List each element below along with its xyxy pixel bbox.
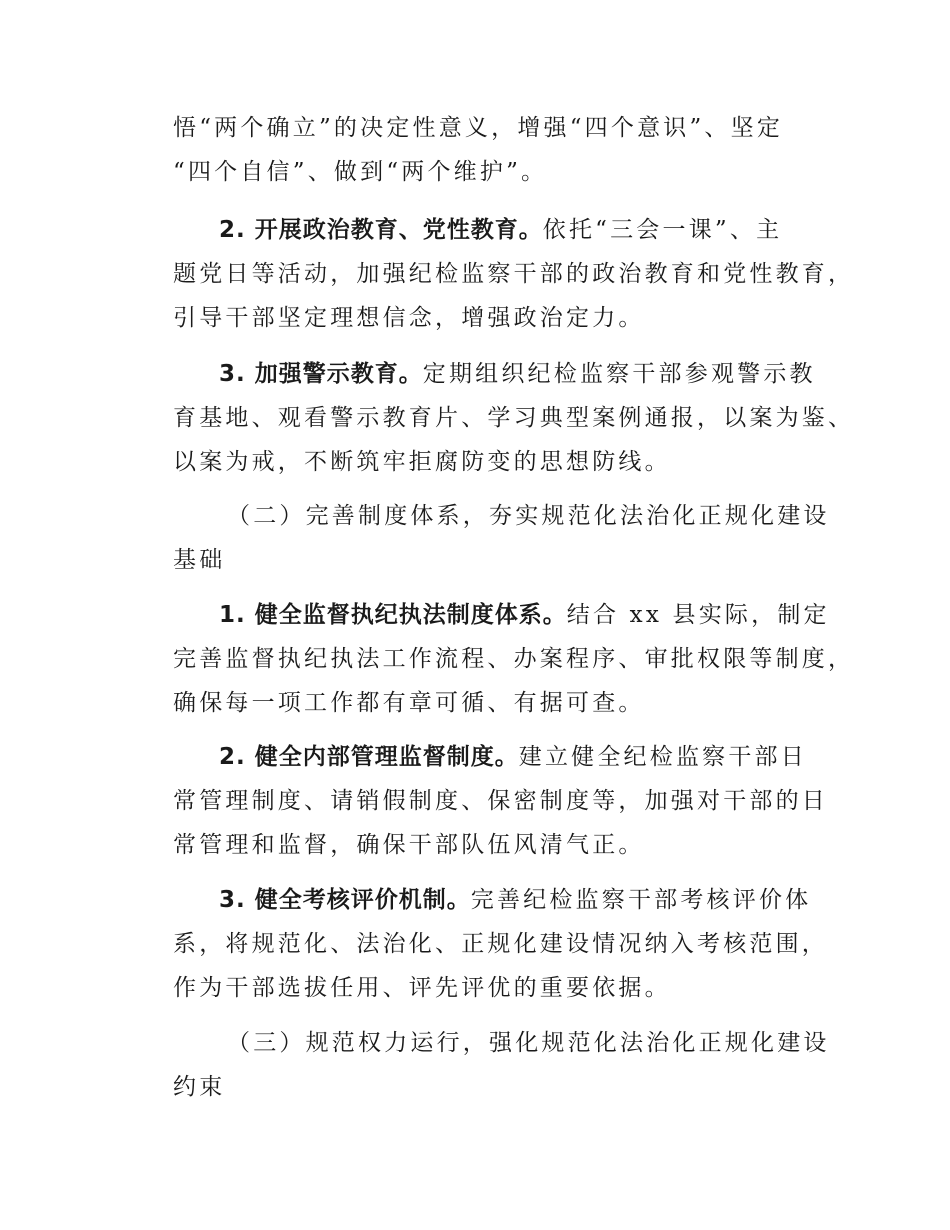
item-text: 建立健全纪检监察干部日 bbox=[518, 744, 807, 770]
text-line bbox=[173, 735, 813, 779]
text-line: 基础 bbox=[173, 547, 226, 573]
item-heading: 2. 健全内部管理监督制度。 bbox=[219, 744, 519, 770]
text-line: 系，将规范化、法治化、正规化建设情况纳入考核范围， bbox=[173, 931, 828, 957]
item-heading: 3. 加强警示教育。 bbox=[219, 361, 423, 387]
paragraph-political-education bbox=[173, 208, 855, 340]
text-line: 确保每一项工作都有章可循、有据可查。 bbox=[173, 690, 645, 716]
paragraph-supervision-system bbox=[173, 593, 855, 725]
text-line: 引导干部坚定理想信念，增强政治定力。 bbox=[173, 305, 645, 331]
text-line bbox=[173, 352, 816, 396]
item-text: 依托“三会一课”、主 bbox=[542, 217, 783, 243]
text-line: 以案为戒，不断筑牢拒腐防变的思想防线。 bbox=[173, 449, 671, 475]
text-line: 常管理和监督，确保干部队伍风清气正。 bbox=[173, 832, 645, 858]
section-heading-3 bbox=[173, 1021, 830, 1109]
text-line: （二）完善制度体系，夯实规范化法治化正规化建设 bbox=[227, 503, 830, 529]
text-line: 作为干部选拔任用、评先评优的重要依据。 bbox=[173, 975, 671, 1001]
item-heading: 1. 健全监督执纪执法制度体系。 bbox=[219, 602, 567, 628]
text-line: 悟“两个确立”的决定性意义，增强“四个意识”、坚定 bbox=[173, 115, 784, 141]
text-line: 育基地、观看警示教育片、学习典型案例通报，以案为鉴、 bbox=[173, 405, 855, 431]
text-line bbox=[173, 593, 830, 637]
text-line: 完善监督执纪执法工作流程、办案程序、审批权限等制度， bbox=[173, 646, 855, 672]
paragraph-intro bbox=[173, 106, 813, 194]
paragraph-evaluation bbox=[173, 878, 828, 1010]
text-line: “四个自信”、做到“两个维护”。 bbox=[173, 159, 548, 185]
text-line: 常管理制度、请销假制度、保密制度等，加强对干部的日 bbox=[173, 788, 828, 814]
item-heading: 3. 健全考核评价机制。 bbox=[219, 887, 471, 913]
text-line bbox=[173, 208, 813, 252]
text-line: 题党日等活动，加强纪检监察干部的政治教育和党性教育， bbox=[173, 261, 855, 287]
paragraph-warning-education bbox=[173, 352, 855, 484]
text-line bbox=[173, 878, 813, 922]
text-line: 约束 bbox=[173, 1074, 226, 1100]
section-heading-2 bbox=[173, 494, 830, 582]
item-heading: 2. 开展政治教育、党性教育。 bbox=[219, 217, 543, 243]
item-text: 结合 xx 县实际，制定 bbox=[566, 602, 830, 628]
text-line: （三）规范权力运行，强化规范化法治化正规化建设 bbox=[227, 1030, 830, 1056]
paragraph-internal-management bbox=[173, 735, 828, 867]
item-text: 完善纪检监察干部考核评价体 bbox=[470, 887, 812, 913]
item-text: 定期组织纪检监察干部参观警示教 bbox=[422, 361, 816, 387]
